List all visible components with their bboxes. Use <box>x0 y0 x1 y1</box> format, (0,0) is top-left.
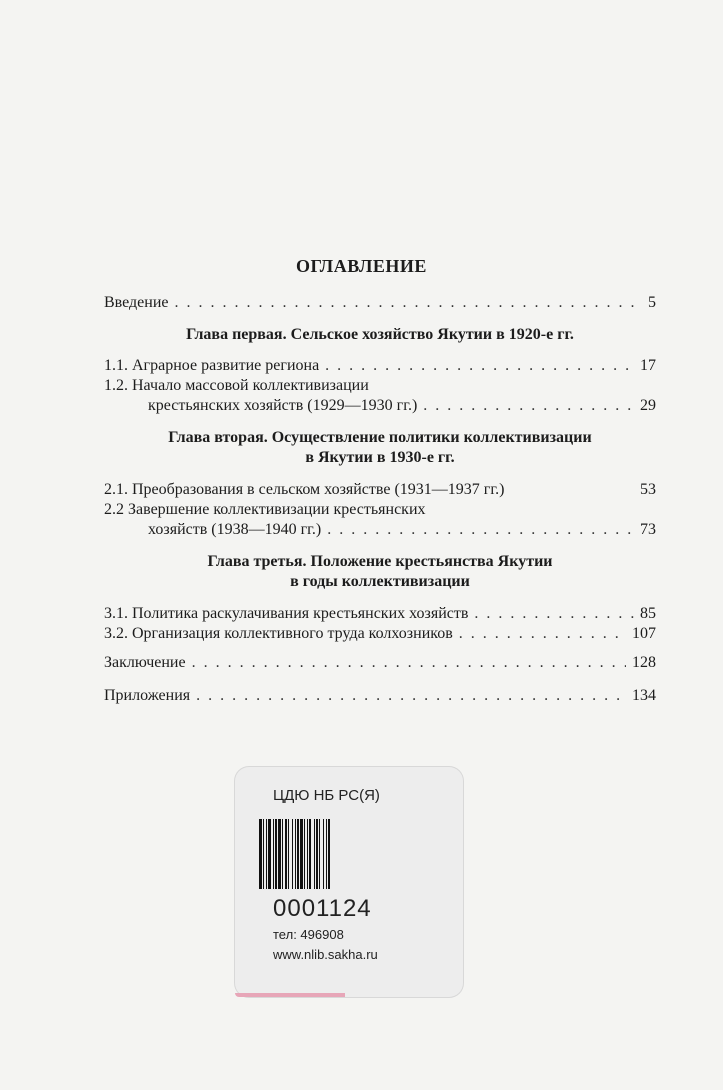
toc-entry-page: 53 <box>640 481 656 498</box>
toc-entry-page: 5 <box>648 294 656 311</box>
toc-entry-intro[interactable] <box>104 293 656 313</box>
barcode-bar <box>330 819 331 889</box>
toc-entry-page: 29 <box>640 397 656 414</box>
toc-entry-label: хозяйств (1938—1940 гг.) <box>148 521 322 538</box>
leader-dots <box>327 520 634 540</box>
toc-entry-label: 3.1. Политика раскулачивания крестьянских хозяйств <box>104 605 469 622</box>
toc-entry-page: 73 <box>640 521 656 538</box>
library-name: ЦДЮ НБ РС(Я) <box>273 787 380 804</box>
chapter-2-title-line2: в Якутии в 1930-е гг. <box>305 449 455 466</box>
toc-entry-2-2[interactable] <box>148 520 656 540</box>
library-phone: тел: 496908 <box>273 927 344 942</box>
sticker-edge <box>235 993 345 997</box>
toc-entry-label: 3.2. Организация коллективного труда колхозников <box>104 625 453 642</box>
toc-entry-page: 107 <box>632 625 656 642</box>
toc-entry-appendix[interactable] <box>104 686 656 706</box>
toc-entry-label: 1.1. Аграрное развитие региона <box>104 357 320 374</box>
toc-entry-1-2[interactable] <box>148 396 656 416</box>
toc-entry-label: крестьянских хозяйств (1929—1930 гг.) <box>148 397 418 414</box>
leader-dots <box>423 396 634 416</box>
barcode-icon <box>259 819 439 889</box>
chapter-3-title-line1: Глава третья. Положение крестьянства Якутии <box>207 553 553 570</box>
toc-entry-1-2-line1[interactable]: 1.2. Начало массовой коллективизации <box>104 377 369 394</box>
toc-entry-label: Приложения <box>104 687 191 704</box>
library-barcode-sticker <box>235 767 463 997</box>
leader-dots <box>474 604 634 624</box>
library-url: www.nlib.sakha.ru <box>273 947 378 962</box>
leader-dots <box>192 653 626 673</box>
toc-entry-page: 134 <box>632 687 656 704</box>
leader-dots <box>459 624 626 644</box>
chapter-3-title-line2: в годы коллективизации <box>290 573 470 590</box>
toc-entry-page: 85 <box>640 605 656 622</box>
toc-entry-page: 17 <box>640 357 656 374</box>
inventory-number: 0001124 <box>273 895 372 922</box>
chapter-2-title-line1: Глава вторая. Осуществление политики коллективизации <box>168 429 592 446</box>
toc-entry-page: 128 <box>632 654 656 671</box>
leader-dots <box>175 293 643 313</box>
toc-entry-label: Введение <box>104 294 169 311</box>
page-title: ОГЛАВЛЕНИЕ <box>296 256 427 276</box>
leader-dots <box>325 356 634 376</box>
toc-entry-3-2[interactable] <box>104 624 656 644</box>
toc-entry-2-2-line1[interactable]: 2.2 Завершение коллективизации крестьянских <box>104 501 426 518</box>
leader-dots <box>196 686 626 706</box>
toc-entry-3-1[interactable] <box>104 604 656 624</box>
toc-entry-label: 2.1. Преобразования в сельском хозяйстве (1931—1937 гг.) <box>104 481 505 498</box>
toc-entry-2-1[interactable] <box>104 480 656 500</box>
toc-entry-label: Заключение <box>104 654 186 671</box>
chapter-1-title: Глава первая. Сельское хозяйство Якутии в 1920-е гг. <box>186 326 574 343</box>
toc-entry-1-1[interactable] <box>104 356 656 376</box>
toc-entry-conclusion[interactable] <box>104 653 656 673</box>
